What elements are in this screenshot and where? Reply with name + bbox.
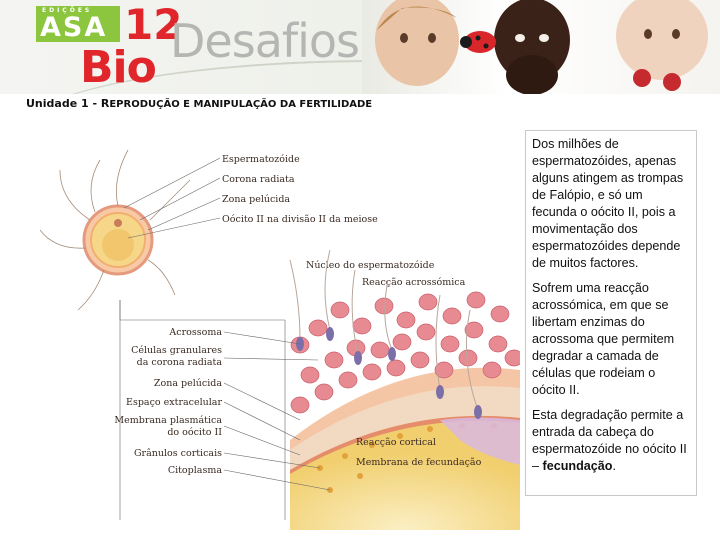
publisher-small-label: EDIÇÕES — [42, 7, 93, 14]
unit-title — [26, 97, 372, 110]
label-corona-radiata-2: da corona radiata — [136, 357, 222, 368]
label-espermatozoide: Espermatozóide — [222, 154, 300, 165]
label-oocito: Oócito II na divisão II da meiose — [222, 214, 378, 225]
title-bio: Bio — [80, 42, 156, 93]
unit-title-tail: EPRODUÇÃO E MANIPULAÇÃO DA FERTILIDADE — [109, 99, 373, 110]
paragraph-1: Dos milhões de espermatozóides, apenas alguns atingem as trompas de Falópio, e só um fecunda o oócito II, pois a movimentação dos espermatozóides depende de muitos factores. — [532, 137, 684, 270]
paragraph-3-bold: fecundação — [542, 459, 613, 473]
header-banner — [0, 0, 720, 94]
children-photo-art — [362, 0, 720, 94]
publisher-name: ASA — [40, 12, 108, 43]
paragraph-3-main: Esta degradação permite a entrada da cabeça do espermatozóide no oócito II – — [532, 408, 687, 473]
label-oocito-ii: do oócito II — [167, 427, 222, 438]
paragraph-2: Sofrem uma reacção acrossómica, em que se libertam enzimas do acrossoma que permitem degradar a camada de células que rodeiam o oócito II. — [532, 281, 675, 397]
paragraph-3 — [532, 407, 690, 475]
label-membrana-plasmatica: Membrana plasmática — [114, 415, 222, 426]
paragraph-3-end: . — [612, 459, 617, 473]
oocyte-overview — [40, 150, 190, 310]
label-zona-pelucida-left: Zona pelúcida — [153, 378, 222, 389]
fertilization-diagram — [0, 120, 520, 530]
label-nucleo: Núcleo do espermatozóide — [306, 260, 435, 271]
label-reaccao-cortical: Reacção cortical — [356, 437, 436, 448]
edition-number: 12 — [124, 0, 183, 49]
unit-title-prefix: Unidade 1 - R — [26, 97, 110, 110]
children-photo — [362, 0, 720, 94]
title-desafios: Desafios — [170, 14, 359, 68]
label-zona-pelucida-top: Zona pelúcida — [222, 194, 291, 205]
label-reaccao-acrossomica: Reacção acrossómica — [362, 277, 466, 288]
publisher-logo — [36, 6, 120, 42]
label-corona-radiata: Corona radiata — [222, 174, 295, 185]
label-acrossoma: Acrossoma — [169, 327, 222, 338]
label-granulos-corticais: Grânulos corticais — [133, 448, 222, 459]
label-espaco-extracelular: Espaço extracelular — [126, 397, 222, 408]
label-celulas-granulares: Células granulares — [131, 345, 222, 356]
label-membrana-fecundacao: Membrana de fecundação — [356, 457, 482, 468]
label-citoplasma: Citoplasma — [167, 465, 222, 476]
explanation-textbox — [525, 130, 697, 496]
